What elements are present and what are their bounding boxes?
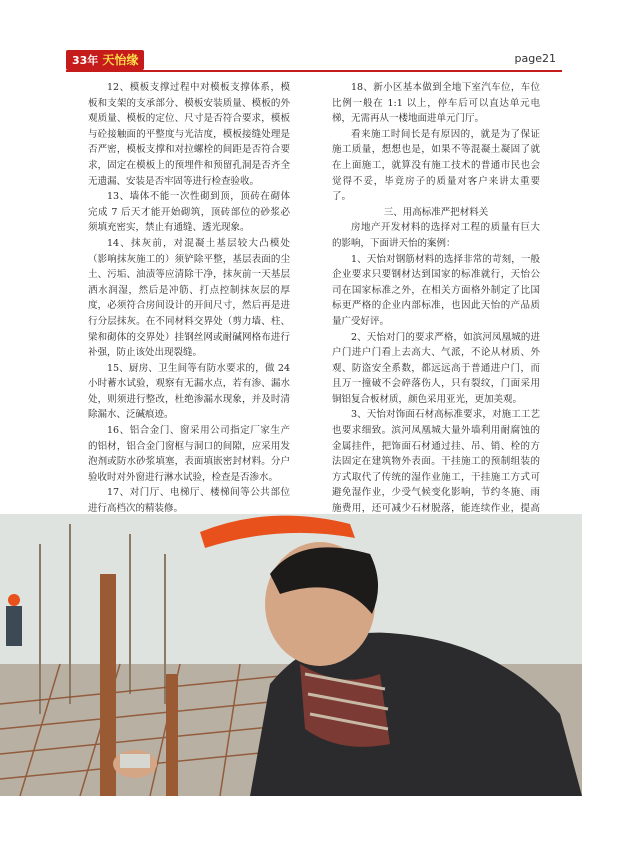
- paragraph: 14、抹灰前，对混凝土基层较大凸模处（影响抹灰施工的）须铲除平整，基层表面的尘土、污垢、油渍等应清除干净，抹灰前一天基层洒水润湿，然后是冲筋、打点控制抹灰层的厚度，必须符合房间设计的开间尺寸，然后再是进行分层抹灰。在不同材料交界处（剪力墙、柱、梁和砌体的交界处）挂钢丝网或耐碱网格布进行补强，防止该处出现裂缝。: [88, 237, 290, 359]
- brand-label: 天怡缘: [102, 53, 139, 67]
- left-text-column: [88, 80, 290, 517]
- paragraph: 3、天怡对饰面石材高标准要求，对施工工艺也要求细致。滨河凤凰城大量外墙利用耐腐蚀的金属挂件，把饰面石材通过挂、吊、销、栓的方法固定在建筑物外表面。干挂施工的预制组装的方式取代了传统的湿作业施工，干挂施工方式可避免湿作业，少受气候变化影响，节约冬施、雨施费用，还可减少石材脱落，能连续作业，提高: [332, 409, 540, 515]
- paragraph: 17、对门厅、电梯厅、楼梯间等公共部位进行高档次的精装修。: [88, 487, 290, 515]
- header-rule: [66, 70, 562, 72]
- paragraph: 13、墙体不能一次性砌到顶，顶砖在砌体完成 7 后天才能开始砌筑，顶砖部位的砂浆必须填充密实，禁止有通缝、透光现象。: [88, 191, 290, 234]
- page-header: [66, 50, 562, 72]
- magazine-badge: [66, 50, 144, 70]
- right-text-column: [332, 80, 540, 548]
- paragraph: 15、厨房、卫生间等有防水要求的，做 24 小时蓄水试验，观察有无漏水点，若有渗、漏水处，则须进行整改，杜绝渗漏水现象，并及时清除漏水、泛碱痕迹。: [88, 362, 290, 421]
- construction-worker-photo: [0, 514, 582, 796]
- paragraph: 1、天怡对钢筋材料的选择非常的苛刻，一般企业要求只要钢材达到国家的标准就行，天怡公司在国家标准之外，在相关方面格外制定了比国标更严格的企业内部标准，也因此天怡的产品质量广受好评。: [332, 253, 540, 327]
- paragraph: 看来施工时间长是有原因的，就是为了保证施工质量，想想也是，如果不等混凝土凝固了就在上面施工，就算没有施工技术的普通市民也会觉得不妥，毕竟房子的质量对客户来讲太重要了。: [332, 128, 540, 203]
- paragraph: 2、天怡对门的要求严格，如滨河凤凰城的进户门进户门看上去高大、气派，不论从材质、外观、防盗安全系数，都远远高于普通进户门，而且万一撞破不会碎落伤人，只有裂纹，门面采用铜铝复合板材质，颜色采用亚光，更加美观。: [332, 331, 540, 405]
- years-label: 33年: [72, 54, 99, 67]
- page-number: page21: [514, 52, 556, 65]
- paragraph: 18、新小区基本做到全地下室汽车位，车位比例一般在 1:1 以上，停车后可以直达单元电梯，无需再从一楼地面进单元门厅。: [332, 82, 540, 125]
- section-heading: 三、用高标准严把材料关: [383, 206, 489, 218]
- paragraph: 房地产开发材料的选择对工程的质量有巨大的影响，下面讲天怡的案例：: [332, 222, 540, 249]
- paragraph: 12、模板支撑过程中对模板支撑体系，模板和支架的支承部分、模板安装质量、模板的外观质量、模板的定位、尺寸是否符合要求，模板与砼接触面的平整度与光洁度，模板接缝处理是否严密，模板支撑和对拉螺栓的间距是否符合要求，固定在模板上的预埋件和预留孔洞是否齐全无遗漏、安装是否牢固等进行检查验收。: [88, 82, 290, 187]
- paragraph: 16、铝合金门、窗采用公司指定厂家生产的铝材，铝合金门窗框与洞口的间隙，应采用发泡剂或防水砂浆填塞，表面填嵌密封材料。分户验收时对外窗进行淋水试验，检查是否渗水。: [88, 425, 290, 483]
- photo-illustration: [0, 514, 582, 796]
